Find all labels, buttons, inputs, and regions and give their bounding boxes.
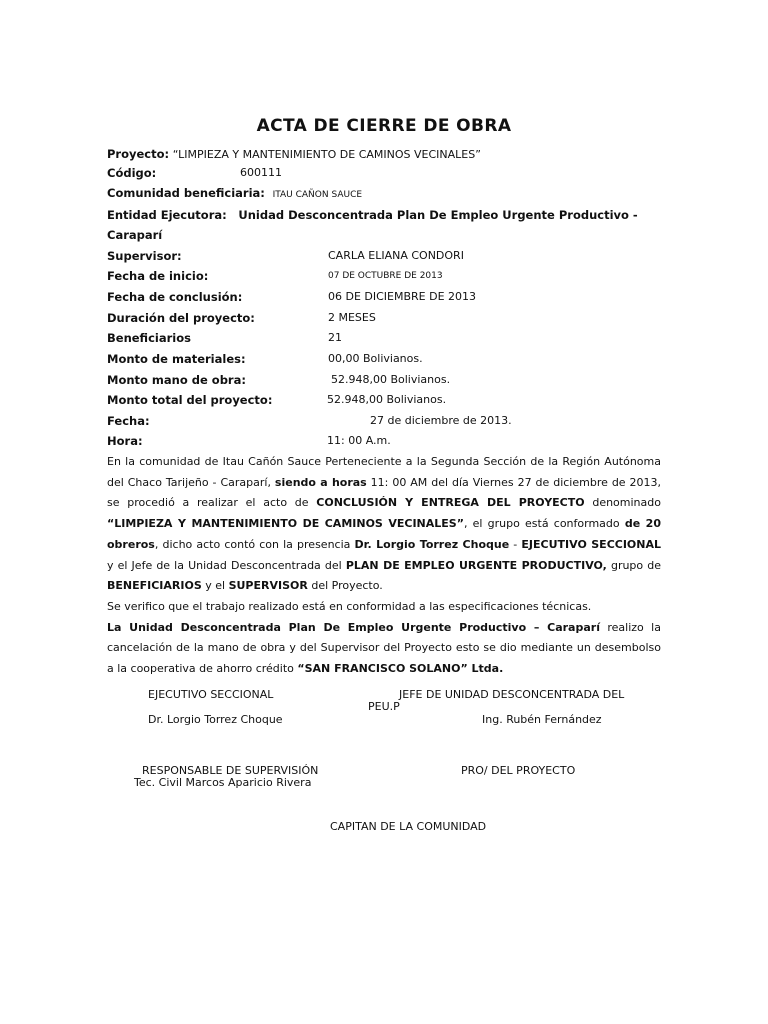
signature-jefe-name: Ing. Rubén Fernández: [482, 713, 602, 726]
field-label-monto-materiales: Monto de materiales:: [107, 352, 246, 366]
field-label: Entidad Ejecutora:: [107, 208, 227, 222]
text-run: grupo de: [606, 558, 662, 572]
signature-jefe-title: JEFE DE UNIDAD DESCONCENTRADA DEL: [399, 688, 625, 701]
field-label-fecha-conclusion: Fecha de conclusión:: [107, 290, 243, 304]
field-value-duracion: 2 MESES: [328, 311, 376, 324]
field-label: Comunidad beneficiaria:: [107, 186, 265, 200]
paragraph-cancelacion: [107, 618, 661, 680]
field-label-monto-total: Monto total del proyecto:: [107, 393, 273, 407]
field-label-beneficiarios: Beneficiarios: [107, 331, 191, 345]
field-entidad-line2: Caraparí: [107, 228, 163, 242]
text-run: , dicho acto contó con la presencia: [154, 537, 355, 551]
text-run-bold: “SAN FRANCISCO SOLANO”: [297, 662, 468, 676]
text-run-bold: “LIMPIEZA Y MANTENIMIENTO DE CAMINOS VECINALES”: [107, 517, 464, 531]
text-run-bold: Ltda.: [467, 662, 504, 676]
text-run-bold: CONCLUSIÓN Y ENTREGA DEL PROYECTO: [316, 496, 585, 510]
text-run: y el: [201, 579, 229, 593]
text-run: 11: 00 AM del día Viernes 27 de diciembre de 2013, se procedió a realizar el acto de: [107, 475, 662, 510]
text-run-bold: siendo a horas: [274, 475, 367, 489]
field-value: Unidad Desconcentrada Plan De Empleo Urgente Productivo -: [238, 208, 638, 222]
signature-supervision-title: RESPONSABLE DE SUPERVISIÓN: [142, 764, 319, 777]
field-label-codigo: Código:: [107, 166, 157, 180]
signature-supervision-name: Tec. Civil Marcos Aparicio Rivera: [134, 776, 312, 789]
text-run: y el Jefe de la Unidad Desconcentrada del: [107, 558, 346, 572]
field-label-supervisor: Supervisor:: [107, 249, 182, 263]
field-entidad: [107, 208, 638, 222]
field-value-beneficiarios: 21: [328, 331, 342, 344]
text-run-bold: SUPERVISOR: [228, 579, 308, 593]
paragraph-acto: [107, 452, 661, 597]
field-value-fecha-conclusion: 06 DE DICIEMBRE DE 2013: [328, 290, 477, 303]
field-proyecto: [107, 147, 481, 161]
signature-capitan-title: CAPITAN DE LA COMUNIDAD: [330, 820, 487, 833]
field-label-monto-mano-obra: Monto mano de obra:: [107, 373, 246, 387]
signature-ejecutivo-name: Dr. Lorgio Torrez Choque: [148, 713, 283, 726]
text-run: , el grupo está conformado: [463, 517, 625, 531]
field-label-fecha: Fecha:: [107, 414, 150, 428]
field-label-fecha-inicio: Fecha de inicio:: [107, 269, 209, 283]
field-value-monto-mano-obra: 52.948,00 Bolivianos.: [331, 373, 451, 386]
field-value-fecha: 27 de diciembre de 2013.: [370, 414, 512, 427]
signature-ejecutivo-title: EJECUTIVO SECCIONAL: [148, 688, 274, 701]
field-value-supervisor: CARLA ELIANA CONDORI: [328, 249, 464, 262]
field-value-codigo: 600111: [240, 166, 282, 179]
body-text: [107, 452, 661, 680]
field-label: Proyecto:: [107, 147, 170, 161]
text-run-bold: BENEFICIARIOS: [107, 579, 202, 593]
text-run: denominado: [584, 496, 661, 510]
text-run: -: [509, 537, 522, 551]
text-run-bold: Dr. Lorgio Torrez Choque: [354, 537, 510, 551]
paragraph-verificacion: Se verifico que el trabajo realizado está en conformidad a las especificaciones técnicas.: [107, 599, 592, 613]
field-value-hora: 11: 00 A.m.: [327, 434, 391, 447]
signature-pro-title: PRO/ DEL PROYECTO: [461, 764, 576, 777]
text-run-bold: La Unidad Desconcentrada Plan De Empleo Urgente Productivo – Caraparí: [107, 620, 600, 634]
signature-jefe-title-line2: PEU.P: [368, 700, 400, 713]
field-value-fecha-inicio: 07 DE OCTUBRE DE 2013: [328, 271, 443, 281]
text-run-bold: PLAN DE EMPLEO URGENTE PRODUCTIVO,: [345, 558, 607, 572]
field-value: “LIMPIEZA Y MANTENIMIENTO DE CAMINOS VECINALES”: [172, 148, 481, 161]
text-run: realizo la cancelación de la mano de obra y del Supervisor del Proyecto esto se dio mediante un desembolso a la cooperativa de ahorro crédito: [107, 620, 661, 676]
text-run: del Proyecto.: [307, 579, 383, 593]
field-label-duracion: Duración del proyecto:: [107, 311, 255, 325]
document-title: ACTA DE CIERRE DE OBRA: [256, 116, 512, 136]
field-comunidad: [107, 186, 362, 200]
text-run: En la comunidad de Itau Cañón Sauce Perteneciente a la Segunda Sección de la Región Autónoma del Chaco Tarijeño - Caraparí,: [107, 455, 661, 489]
field-value: ITAU CAÑON SAUCE: [272, 190, 363, 200]
field-value-monto-materiales: 00,00 Bolivianos.: [328, 352, 423, 365]
field-label-hora: Hora:: [107, 434, 143, 448]
text-run-bold: EJECUTIVO SECCIONAL: [521, 537, 662, 551]
text-run-bold: de 20 obreros: [107, 517, 661, 551]
field-value-monto-total: 52.948,00 Bolivianos.: [327, 393, 447, 406]
